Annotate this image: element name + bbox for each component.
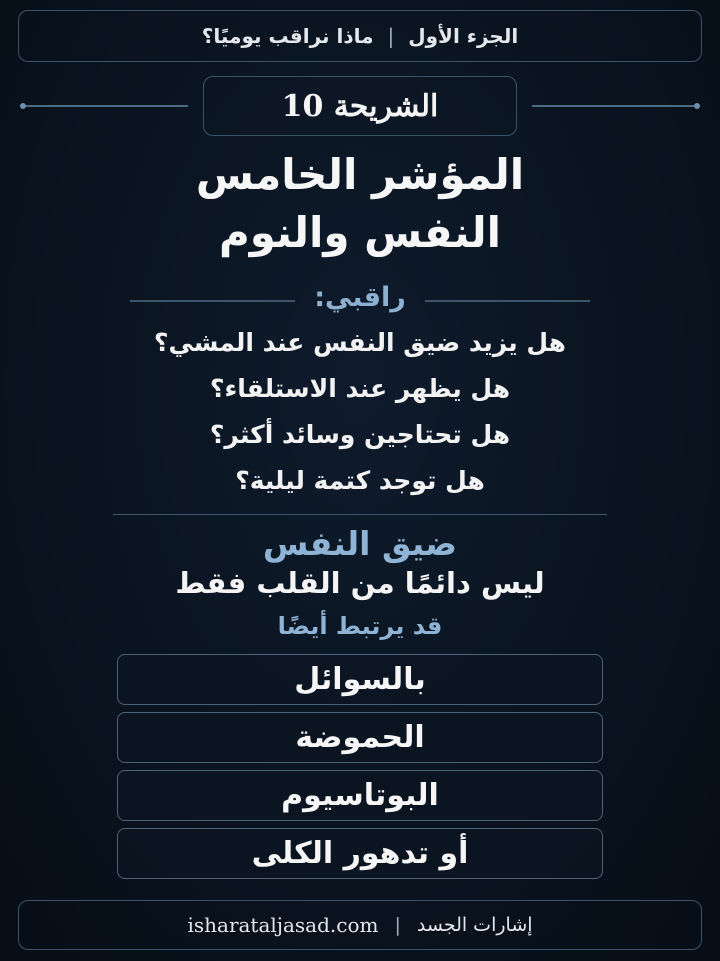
footer-brand: إشارات الجسد: [416, 914, 533, 936]
footer-separator: |: [394, 914, 401, 936]
question-item: هل توجد كتمة ليلية؟: [235, 466, 485, 495]
header-part: الجزء الأول: [408, 24, 519, 48]
section-title: ضيق النفس: [262, 524, 458, 563]
title-line-1: المؤشر الخامس: [195, 150, 525, 199]
header-bar: [18, 10, 702, 62]
title-line-2: النفس والنوم: [218, 208, 502, 257]
slide-number-box: الشريحة 10: [203, 76, 517, 136]
right-rule: [532, 105, 694, 107]
question-item: هل يزيد ضيق النفس عند المشي؟: [154, 328, 566, 357]
cause-box: أو تدهور الكلى: [117, 828, 603, 879]
watch-right-rule: [425, 300, 590, 302]
section-subtitle: ليس دائمًا من القلب فقط: [175, 566, 545, 600]
right-dot-ornament: [694, 103, 700, 109]
header-topic: ماذا نراقب يوميًا؟: [201, 24, 374, 48]
section-divider: [113, 514, 607, 515]
question-item: هل تحتاجين وسائد أكثر؟: [209, 420, 511, 449]
slide-row: [0, 76, 720, 136]
cause-box: الحموضة: [117, 712, 603, 763]
watch-row: [0, 282, 720, 322]
linked-label: قد يرتبط أيضًا: [277, 612, 443, 640]
watch-label: راقبي:: [314, 282, 406, 313]
cause-box: بالسوائل: [117, 654, 603, 705]
footer-website-link[interactable]: isharataljasad.com: [187, 913, 379, 937]
header-separator: |: [387, 24, 395, 48]
question-item: هل يظهر عند الاستلقاء؟: [209, 374, 511, 403]
cause-box: البوتاسيوم: [117, 770, 603, 821]
footer-bar: [18, 900, 702, 950]
left-rule: [26, 105, 188, 107]
